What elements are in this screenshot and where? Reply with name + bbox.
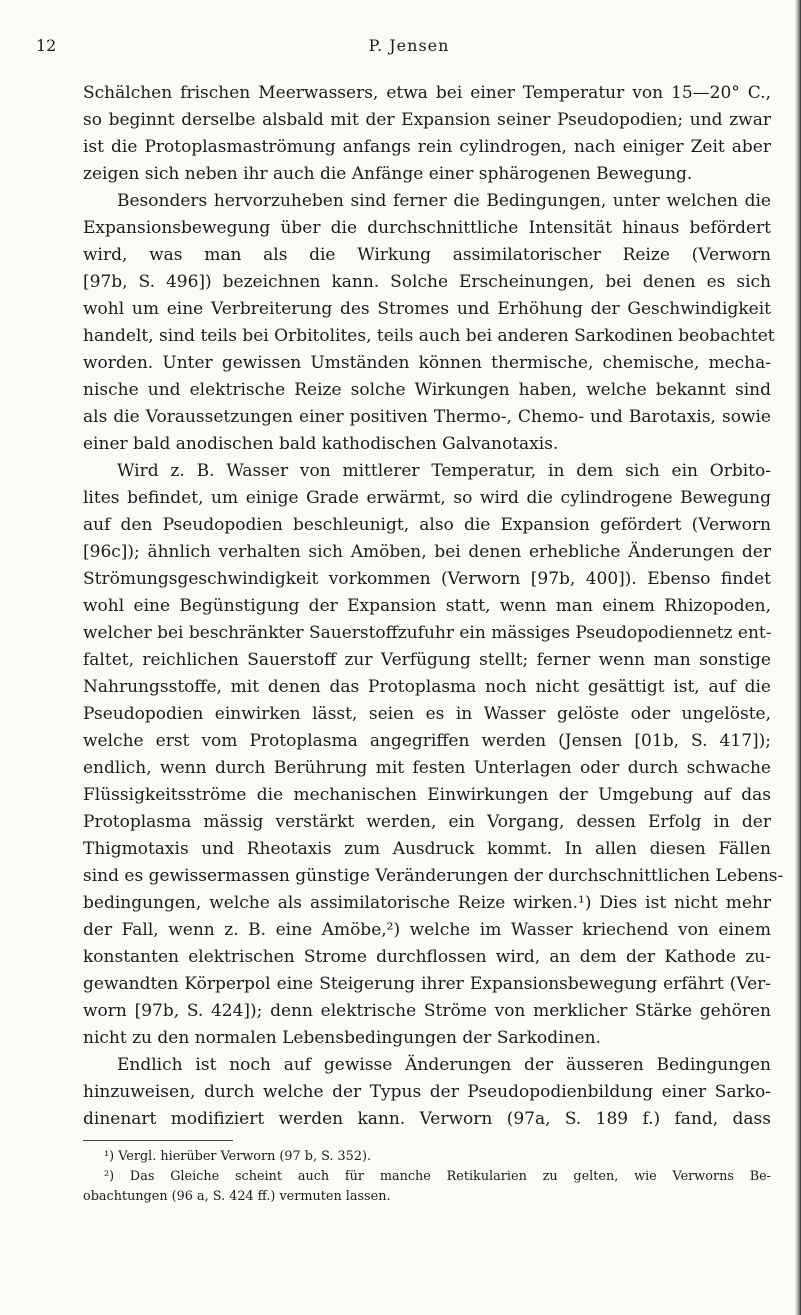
text-line: zeigen sich neben ihr auch die Anfänge einer sphärogenen Bewegung. [83,164,693,184]
text-line: wohl um eine Verbreiterung des Stromes und Erhöhung der Geschwindigkeit [83,299,771,319]
text-line: ist die Protoplasmaströmung anfangs rein cylindrogen, nach einiger Zeit aber [83,137,771,157]
text-line: faltet, reichlichen Sauerstoff zur Verfügung stellt; ferner wenn man sonstige [83,650,771,670]
text-line: Pseudopodien einwirken lässt, seien es in Wasser gelöste oder ungelöste, [83,704,771,724]
footnote-rule [83,1140,233,1141]
text-line: [97b, S. 496]) bezeichnen kann. Solche Erscheinungen, bei denen es sich [83,272,771,292]
text-line: gewandten Körperpol eine Steigerung ihrer Expansionsbewegung erfährt (Ver- [83,974,771,994]
text-line: sind es gewissermassen günstige Veränderungen der durchschnittlichen Lebens- [83,866,784,886]
text-line: Schälchen frischen Meerwassers, etwa bei einer Temperatur von 15—20° C., [83,83,771,103]
text-line: konstanten elektrischen Strome durchflossen wird, an dem der Kathode zu- [83,947,771,967]
footnote: obachtungen (96 a, S. 424 ff.) vermuten lassen. [83,1189,391,1204]
page-header [36,34,782,58]
text-line: der Fall, wenn z. B. eine Amöbe,²) welche im Wasser kriechend von einem [83,920,771,940]
text-line: wird, was man als die Wirkung assimilatorischer Reize (Verworn [83,245,771,265]
footnote: ¹) Vergl. hierüber Verworn (97 b, S. 352). [104,1149,372,1164]
text-line: endlich, wenn durch Berührung mit festen Unterlagen oder durch schwache [83,758,771,778]
text-line: Protoplasma mässig verstärkt werden, ein Vorgang, dessen Erfolg in der [83,812,771,832]
text-line: nicht zu den normalen Lebensbedingungen der Sarkodinen. [83,1028,601,1048]
text-line: auf den Pseudopodien beschleunigt, also die Expansion gefördert (Verworn [83,515,771,535]
text-line: handelt, sind teils bei Orbitolites, teils auch bei anderen Sarkodinen beobachtet [83,326,775,346]
text-line: so beginnt derselbe alsbald mit der Expansion seiner Pseudopodien; und zwar [83,110,771,130]
text-line: Nahrungsstoffe, mit denen das Protoplasma noch nicht gesättigt ist, auf die [83,677,771,697]
text-line: einer bald anodischen bald kathodischen Galvanotaxis. [83,434,559,454]
text-line: Thigmotaxis und Rheotaxis zum Ausdruck kommt. In allen diesen Fällen [83,839,771,859]
text-line: als die Voraussetzungen einer positiven Thermo-, Chemo- und Barotaxis, sowie [83,407,771,427]
text-line: bedingungen, welche als assimilatorische Reize wirken.¹) Dies ist nicht mehr [83,893,771,913]
text-line: lites befindet, um einige Grade erwärmt, so wird die cylindrogene Bewegung [83,488,771,508]
text-line: Expansionsbewegung über die durchschnittliche Intensität hinaus befördert [83,218,771,238]
page-number: 12 [36,36,57,55]
text-line: Besonders hervorzuheben sind ferner die Bedingungen, unter welchen die [117,191,771,211]
text-line: nische und elektrische Reize solche Wirkungen haben, welche bekannt sind [83,380,771,400]
text-line: Flüssigkeitsströme die mechanischen Einwirkungen der Umgebung auf das [83,785,771,805]
text-line: [96c]); ähnlich verhalten sich Amöben, bei denen erhebliche Änderungen der [83,542,771,562]
text-line: Endlich ist noch auf gewisse Änderungen der äusseren Bedingungen [117,1055,771,1075]
text-line: welche erst vom Protoplasma angegriffen werden (Jensen [01b, S. 417]); [83,731,771,751]
text-line: worden. Unter gewissen Umständen können thermische, chemische, mecha- [83,353,771,373]
text-line: welcher bei beschränkter Sauerstoffzufuhr ein mässiges Pseudopodiennetz ent- [83,623,772,643]
footnote: ²) Das Gleiche scheint auch für manche Retikularien zu gelten, wie Verworns Be- [104,1169,771,1184]
page-edge-shadow [795,0,801,1315]
text-line: hinzuweisen, durch welche der Typus der Pseudopodienbildung einer Sarko- [83,1082,771,1102]
text-line: dinenart modifiziert werden kann. Verworn (97a, S. 189 f.) fand, dass [83,1109,771,1129]
text-line: Strömungsgeschwindigkeit vorkommen (Verworn [97b, 400]). Ebenso findet [83,569,771,589]
text-line: wohl eine Begünstigung der Expansion statt, wenn man einem Rhizopoden, [83,596,771,616]
text-line: worn [97b, S. 424]); denn elektrische Ströme von merklicher Stärke gehören [83,1001,771,1021]
text-line: Wird z. B. Wasser von mittlerer Temperatur, in dem sich ein Orbito- [117,461,771,481]
running-head: P. Jensen [368,36,450,55]
